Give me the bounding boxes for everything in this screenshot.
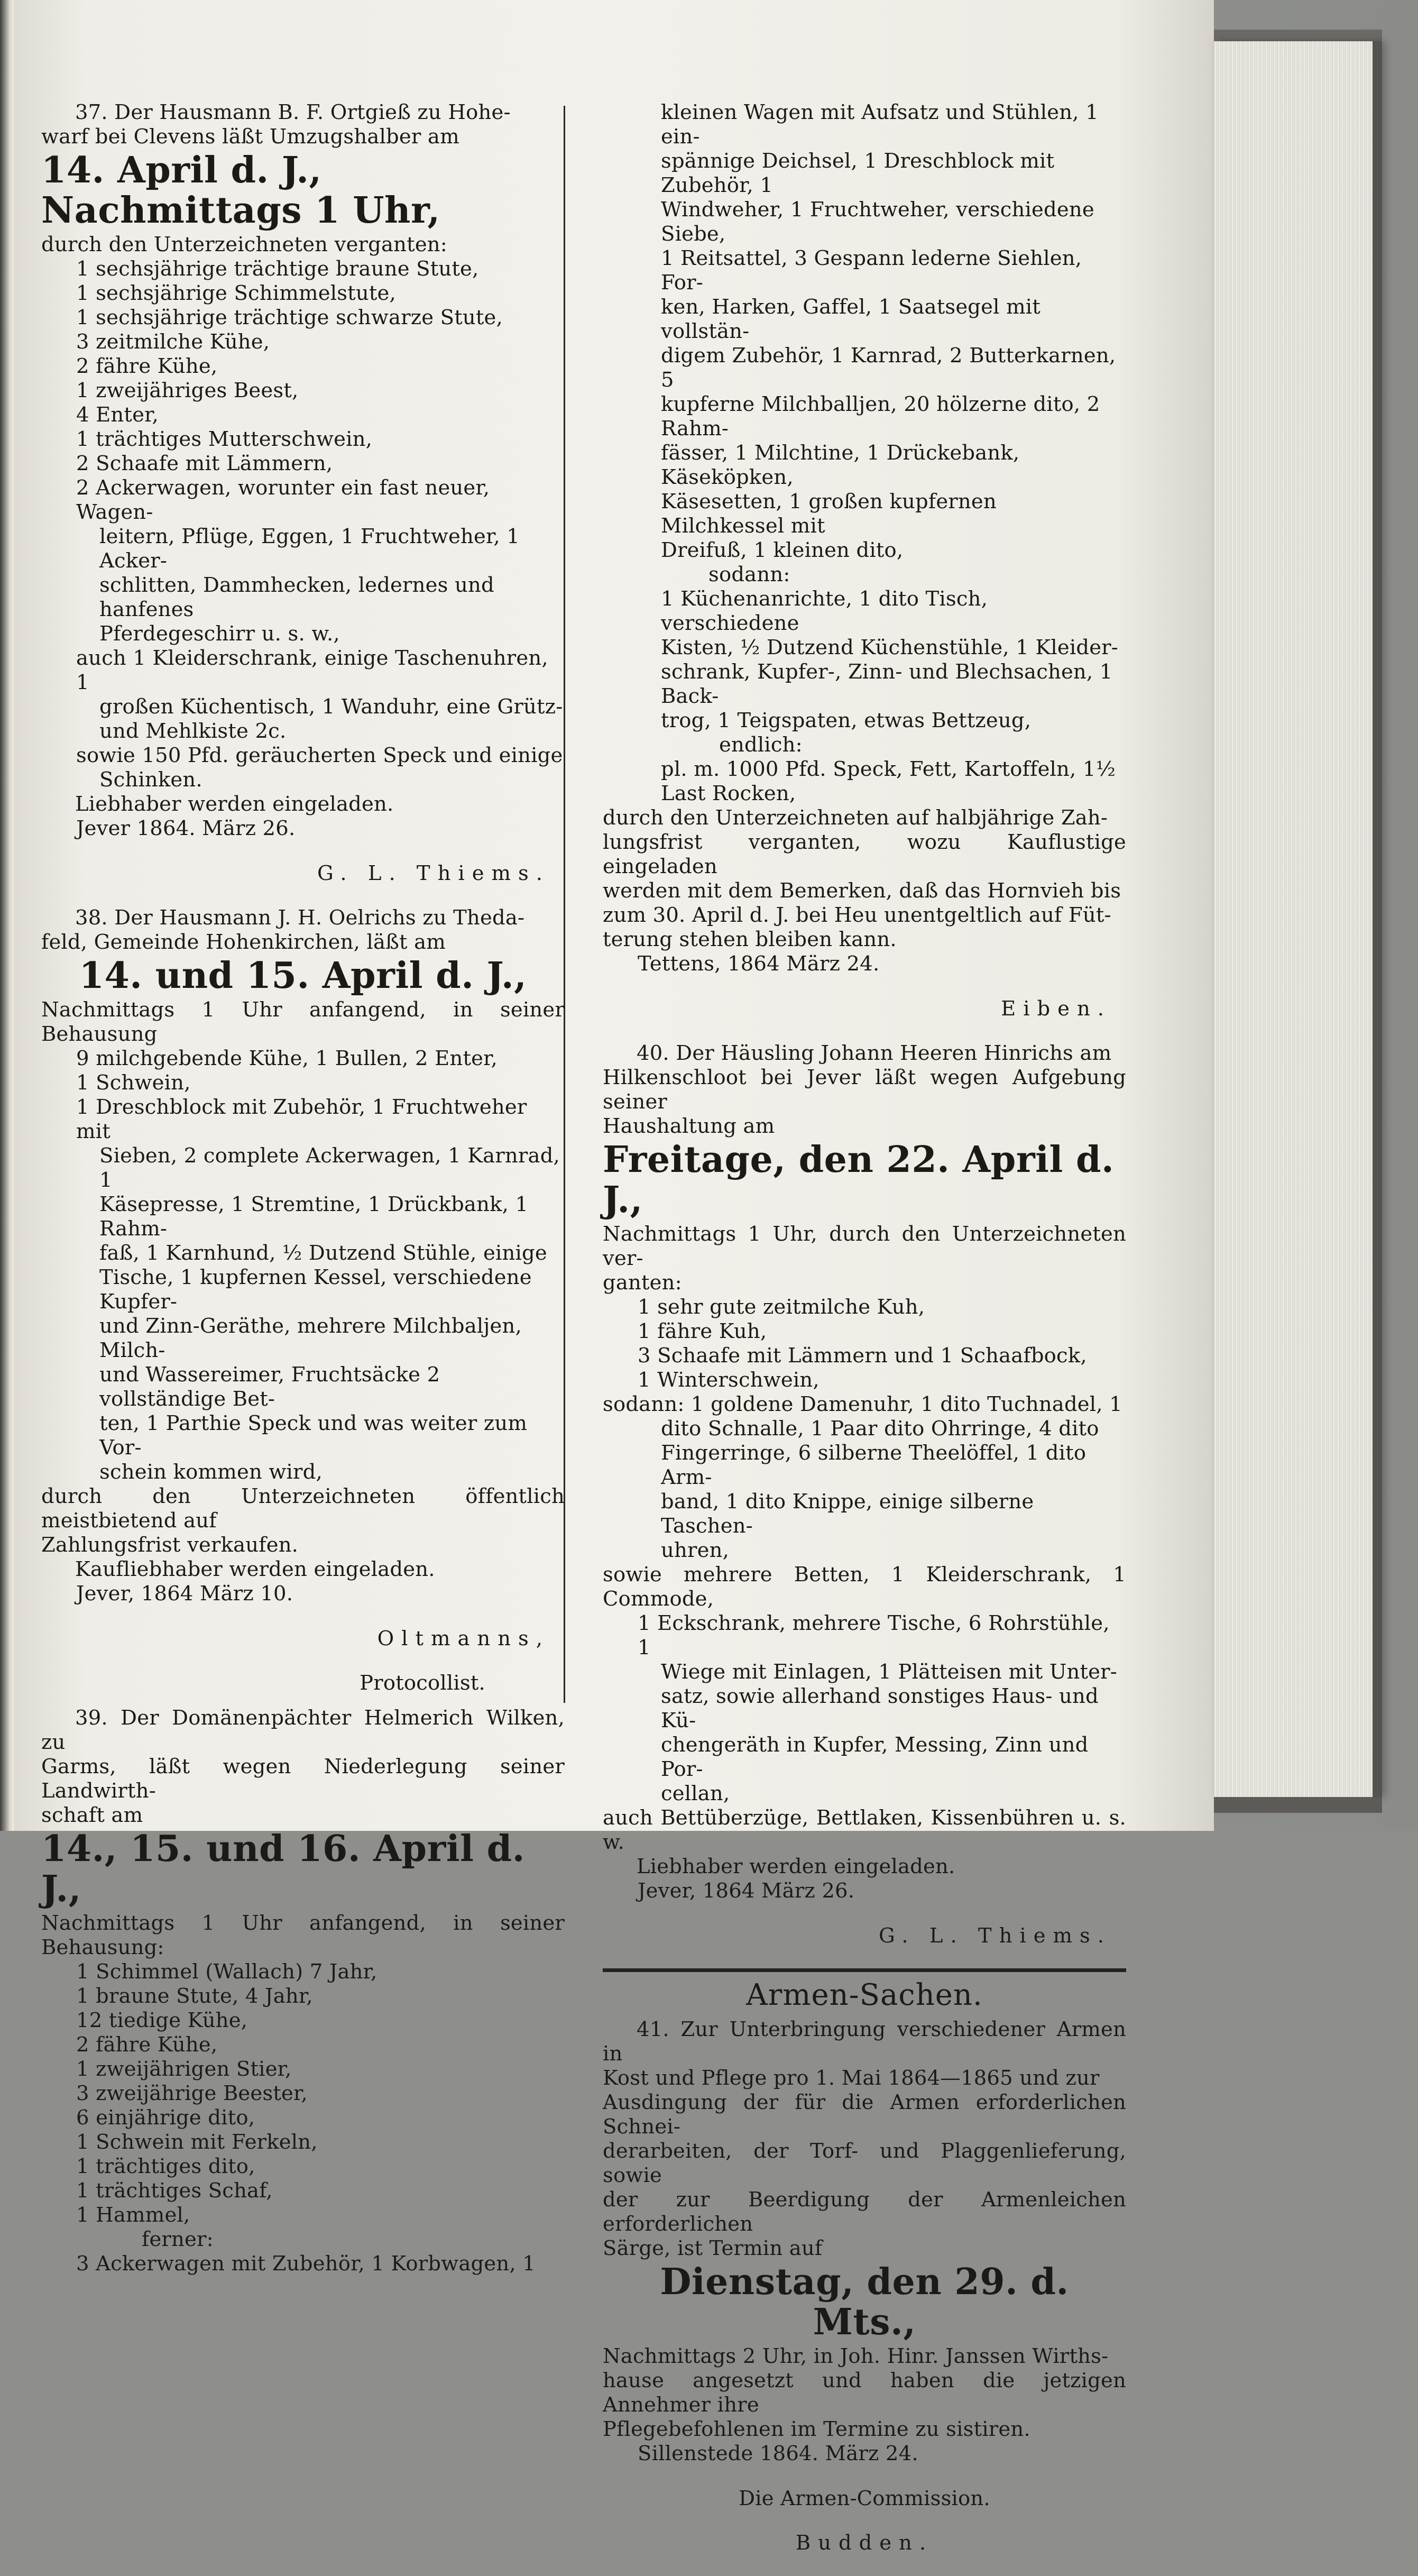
list-item: 1 trächtiges Schaf, <box>76 2179 273 2203</box>
list-item: 1 trächtiges Mutterschwein, <box>76 427 373 451</box>
ad-38-signature: Oltmanns, <box>377 1626 550 1651</box>
ad-39-continued <box>603 100 1126 1021</box>
list-item-continued: trog, 1 Teigspaten, etwas Bettzeug, <box>661 709 1032 732</box>
list-item: 4 Enter, <box>76 403 159 427</box>
list-item-continued: leitern, Pflüge, Eggen, 1 Fruchtweher, 1 Acker- <box>99 525 520 573</box>
ad-41-place-date: Sillenstede 1864. März 24. <box>638 2442 918 2465</box>
list-item-continued: Käsesetten, 1 großen kupfernen Milchkessel mit <box>661 490 997 538</box>
ad-40-time-2: ganten: <box>603 1271 682 1295</box>
list-item: 1 sehr gute zeitmilche Kuh, <box>638 1295 925 1319</box>
ad-39-by: terung stehen bleiben kann. <box>603 928 897 951</box>
list-item-continued: schein kommen wird, <box>99 1460 323 1484</box>
list-item: 2 Schaafe mit Lämmern, <box>76 452 333 475</box>
list-item: 1 Küchenanrichte, 1 dito Tisch, verschiedene <box>661 587 988 635</box>
ad-38 <box>41 906 565 1695</box>
list-item-continued: digem Zubehör, 1 Karnrad, 2 Butterkarnen, 5 <box>661 344 1116 392</box>
list-item: 2 fähre Kühe, <box>76 2033 218 2057</box>
ad-39-intro-2: Garms, läßt wegen Niederlegung seiner Landwirth- <box>41 1755 565 1803</box>
ad-40 <box>603 1041 1126 1948</box>
ad-38-place-date: Jever, 1864 März 10. <box>76 1582 293 1606</box>
list-item: 1 Schwein, <box>76 1071 191 1095</box>
ad-41-line: 41. Zur Unterbringung verschiedener Armen in <box>603 2018 1126 2066</box>
list-item: 1 zweijährigen Stier, <box>76 2057 292 2081</box>
list-item: 3 zweijährige Beester, <box>76 2082 308 2105</box>
list-item: 1 Schimmel (Wallach) 7 Jahr, <box>76 1960 377 1984</box>
ad-38-intro-2: feld, Gemeinde Hohenkirchen, läßt am <box>41 930 446 954</box>
book-cover-top <box>1214 30 1382 42</box>
list-item: 3 Schaafe mit Lämmern und 1 Schaafbock, <box>638 1344 1087 1368</box>
list-item-continued: und Zinn-Geräthe, mehrere Milchbaljen, Milch- <box>99 1314 522 1362</box>
ad-38-by: durch den Unterzeichneten öffentlich meistbietend auf <box>41 1484 565 1533</box>
list-item: 1 Hammel, <box>76 2203 190 2227</box>
ad-41-line: derarbeiten, der Torf- und Plaggenlieferung, sowie <box>603 2139 1126 2187</box>
list-item-continued: 1 Eckschrank, mehrere Tische, 6 Rohrstühle, 1 <box>638 1611 1110 1660</box>
ad-37-date: 14. April d. J., Nachmittags 1 Uhr, <box>41 149 440 232</box>
list-item-continued: fässer, 1 Milchtine, 1 Drückebank, Käseköpken, <box>661 441 1020 489</box>
list-item: pl. m. 1000 Pfd. Speck, Fett, Kartoffeln, 1½ <box>661 757 1116 781</box>
ad-40-time: Nachmittags 1 Uhr, durch den Unterzeichneten ver- <box>603 1222 1126 1270</box>
ad-40-as-well: sowie mehrere Betten, 1 Kleiderschrank, 1 Commode, <box>603 1563 1126 1611</box>
list-item-continued: Kisten, ½ Dutzend Küchenstühle, 1 Kleider- <box>661 636 1118 659</box>
list-item-continued: Schinken. <box>99 768 202 792</box>
list-item-continued: Pferdegeschirr u. s. w., <box>99 622 340 646</box>
list-item-continued: kleinen Wagen mit Aufsatz und Stühlen, 1 ein- <box>661 100 1099 149</box>
list-item: 2 fähre Kühe, <box>76 354 218 378</box>
ad-37-by: durch den Unterzeichneten verganten: <box>41 233 447 256</box>
ad-40-intro: 40. Der Häusling Johann Heeren Hinrichs am <box>637 1041 1112 1065</box>
ad-37-intro: 37. Der Hausmann B. F. Ortgieß zu Hohe- <box>75 100 511 124</box>
list-item-continued: spännige Deichsel, 1 Dreschblock mit Zubehör, 1 <box>661 149 1055 197</box>
ad-41-after: Pflegebefohlenen im Termine zu sistiren. <box>603 2417 1030 2441</box>
list-item-continued: und Wassereimer, Fruchtsäcke 2 vollständige Bet- <box>99 1363 440 1411</box>
list-item-continued: ken, Harken, Gaffel, 1 Saatsegel mit vollstän- <box>661 295 1041 343</box>
ad-39-by: werden mit dem Bemerken, daß das Hornvieh bis <box>603 879 1121 903</box>
ad-41-after: Nachmittags 2 Uhr, in Joh. Hinr. Janssen Wirths- <box>603 2344 1109 2368</box>
ad-41-line: der zur Beerdigung der Armenleichen erforderlichen <box>603 2188 1126 2236</box>
list-item: 1 Dreschblock mit Zubehör, 1 Fruchtweher mit <box>76 1095 527 1143</box>
list-item-continued: chengeräth in Kupfer, Messing, Zinn und Por- <box>661 1733 1089 1781</box>
ad-40-place-date: Jever, 1864 März 26. <box>638 1879 855 1903</box>
list-item: 1 sechsjährige trächtige braune Stute, <box>76 257 479 281</box>
ad-38-invite: Kaufliebhaber werden eingeladen. <box>75 1557 435 1581</box>
list-item: 1 fähre Kuh, <box>638 1319 767 1343</box>
ad-40-invite: Liebhaber werden eingeladen. <box>637 1855 955 1878</box>
list-item: 1 Winterschwein, <box>638 1368 820 1392</box>
list-item: 1 zweijähriges Beest, <box>76 379 299 402</box>
ad-40-date: Freitage, den 22. April d. J., <box>603 1139 1115 1221</box>
list-item: 1 trächtiges dito, <box>76 2155 255 2178</box>
ad-40-intro-2: Hilkenschloot bei Jever läßt wegen Aufgebung seiner <box>603 1066 1126 1114</box>
list-item-continued: Sieben, 2 complete Ackerwagen, 1 Karnrad, 1 <box>99 1144 560 1192</box>
ad-41-line: Kost und Pflege pro 1. Mai 1864—1865 und zur <box>603 2066 1100 2090</box>
ad-38-intro: 38. Der Hausmann J. H. Oelrichs zu Theda- <box>75 906 525 930</box>
ad-39-place-date: Tettens, 1864 März 24. <box>638 952 880 976</box>
list-item-continued: Last Rocken, <box>661 782 796 805</box>
list-item: 12 tiedige Kühe, <box>76 2009 248 2032</box>
list-item-continued: dito Schnalle, 1 Paar dito Ohrringe, 4 dito <box>661 1417 1099 1441</box>
list-item-continued: satz, sowie allerhand sonstiges Haus- und Kü- <box>661 1684 1099 1732</box>
ad-39-signature: Eiben. <box>1001 996 1111 1021</box>
list-item-continued: ten, 1 Parthie Speck und was weiter zum Vor- <box>99 1411 528 1460</box>
ad-39-by: lungsfrist verganten, wozu Kauflustige eingeladen <box>603 830 1126 878</box>
list-item-continued: Wiege mit Einlagen, 1 Plätteisen mit Unter- <box>661 1660 1117 1684</box>
list-item: 1 sechsjährige Schimmelstute, <box>76 281 396 305</box>
ad-37-signature: G. L. Thiems. <box>317 861 550 885</box>
ad-39-further: ferner: <box>142 2227 214 2251</box>
ad-40-also: auch Bettüberzüge, Bettlaken, Kissenbühren u. s. w. <box>603 1806 1126 1854</box>
list-item-continued: Fingerringe, 6 silberne Theelöffel, 1 dito Arm- <box>661 1441 1086 1489</box>
list-item: 3 zeitmilche Kühe, <box>76 330 270 354</box>
list-item-continued: Dreifuß, 1 kleinen dito, <box>661 538 904 562</box>
list-item-continued: schrank, Kupfer-, Zinn- und Blechsachen, 1 Back- <box>661 660 1113 708</box>
list-item: 1 sechsjährige trächtige schwarze Stute, <box>76 306 503 329</box>
book-page-edges <box>1214 41 1382 1797</box>
ad-37 <box>41 100 565 886</box>
ad-41-signature: Budden. <box>795 2531 934 2555</box>
right-column <box>603 100 1126 2576</box>
list-item-continued: cellan, <box>661 1782 730 1805</box>
ad-39-date: 14., 15. und 16. April d. J., <box>41 1828 525 1910</box>
ad-37-intro-2: warf bei Clevens läßt Umzugshalber am <box>41 125 459 149</box>
ad-41 <box>603 2018 1126 2555</box>
ad-40-signature: G. L. Thiems. <box>879 1923 1111 1948</box>
list-item-continued: und Mehlkiste 2c. <box>99 719 287 743</box>
list-item-continued: großen Küchentisch, 1 Wanduhr, eine Grütz- <box>99 695 563 719</box>
ad-41-line: Särge, ist Termin auf <box>603 2236 823 2260</box>
list-item: 2 Ackerwagen, worunter ein fast neuer, Wagen- <box>76 476 490 524</box>
ad-37-as-well: sowie 150 Pfd. geräucherten Speck und einige <box>76 744 563 767</box>
left-column <box>41 100 565 2287</box>
list-item: 3 Ackerwagen mit Zubehör, 1 Korbwagen, 1 <box>76 2252 536 2276</box>
ad-41-date: Dienstag, den 29. d. Mts., <box>660 2261 1069 2343</box>
ad-39-intro: 39. Der Domänenpächter Helmerich Wilken, zu <box>41 1706 565 1754</box>
ad-38-signature-role: Protocollist. <box>360 1671 485 1695</box>
ad-39-intro-3: schaft am <box>41 1803 143 1827</box>
ad-39-time: Nachmittags 1 Uhr anfangend, in seiner Behausung: <box>41 1911 565 1959</box>
list-item-continued: kupferne Milchballjen, 20 hölzerne dito, 2 Rahm- <box>661 392 1100 441</box>
list-item-continued: Windweher, 1 Fruchtweher, verschiedene Siebe, <box>661 198 1094 246</box>
ad-37-invite: Liebhaber werden eingeladen. <box>75 792 394 816</box>
ad-38-by-2: Zahlungsfrist verkaufen. <box>41 1533 299 1557</box>
list-item-continued: uhren, <box>661 1538 730 1562</box>
list-item-continued: faß, 1 Karnhund, ½ Dutzend Stühle, einige <box>99 1241 547 1265</box>
ad-39-by: zum 30. April d. J. bei Heu unentgeltlich auf Füt- <box>603 903 1111 927</box>
list-item: 1 Schwein mit Ferkeln, <box>76 2130 318 2154</box>
facing-page-edge <box>0 0 14 1831</box>
ad-37-place-date: Jever 1864. März 26. <box>76 817 296 840</box>
list-item: 9 milchgebende Kühe, 1 Bullen, 2 Enter, <box>76 1047 498 1070</box>
ad-41-commission: Die Armen-Commission. <box>739 2486 990 2510</box>
ad-39 <box>41 1706 565 2276</box>
list-item-continued: Käsepresse, 1 Stremtine, 1 Drückbank, 1 Rahm- <box>99 1193 529 1241</box>
ad-41-line: Ausdingung der für die Armen erforderlichen Schnei- <box>603 2091 1126 2139</box>
ad-38-date: 14. und 15. April d. J., <box>79 955 527 997</box>
list-item: 1 braune Stute, 4 Jahr, <box>76 1984 313 2008</box>
ad-39-then: sodann: <box>708 563 790 586</box>
ad-38-time: Nachmittags 1 Uhr anfangend, in seiner Behausung <box>41 998 565 1046</box>
ad-41-after: hause angesetzt und haben die jetzigen Annehmer ihre <box>603 2369 1126 2417</box>
ad-37-also: auch 1 Kleiderschrank, einige Taschenuhren, 1 <box>76 646 548 694</box>
ad-39-by: durch den Unterzeichneten auf halbjährige Zah- <box>603 806 1108 830</box>
ad-40-intro-3: Haushaltung am <box>603 1114 775 1138</box>
list-item-continued: Tische, 1 kupfernen Kessel, verschiedene Kupfer- <box>99 1266 532 1314</box>
section-rule <box>603 1968 1126 1972</box>
ad-39-finally: endlich: <box>719 733 803 757</box>
book-cover-bottom <box>1214 1797 1382 1813</box>
list-item-continued: schlitten, Dammhecken, ledernes und hanfenes <box>99 573 494 621</box>
list-item-continued: band, 1 dito Knippe, einige silberne Taschen- <box>661 1490 1034 1538</box>
section-title: Armen-Sachen. <box>746 1978 983 2012</box>
list-item-continued: 1 Reitsattel, 3 Gespann lederne Siehlen, For- <box>661 246 1082 295</box>
list-item: 6 einjährige dito, <box>76 2106 255 2130</box>
ad-40-then: sodann: 1 goldene Damenuhr, 1 dito Tuchnadel, 1 <box>603 1392 1122 1416</box>
